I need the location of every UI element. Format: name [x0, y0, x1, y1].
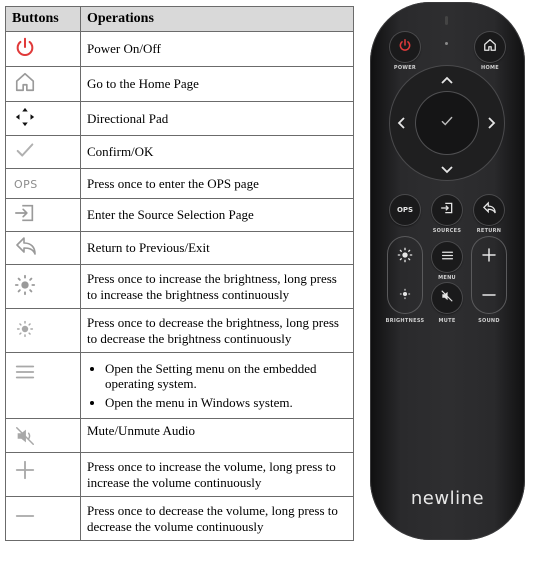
- menu-icon: [14, 363, 36, 385]
- plus-icon: [481, 247, 497, 268]
- remote-dpad: [390, 66, 504, 180]
- source-input-icon: [14, 202, 36, 228]
- table-row: [6, 265, 354, 309]
- header-buttons: Buttons: [6, 7, 81, 32]
- home-label: HOME: [480, 65, 500, 71]
- minus-icon: [481, 287, 497, 308]
- directional-pad-icon: [14, 106, 36, 132]
- home-icon: [14, 71, 36, 97]
- table-row: [6, 419, 354, 453]
- return-icon: [482, 201, 497, 220]
- brightness-down-icon: [398, 287, 412, 306]
- operation-text: Directional Pad: [81, 102, 354, 136]
- table-row: [6, 453, 354, 497]
- operation-text: Go to the Home Page: [81, 67, 354, 102]
- brightness-up-icon: [14, 274, 36, 300]
- operation-text: Mute/Unmute Audio: [81, 419, 354, 453]
- remote-mute-button: [432, 283, 462, 313]
- menu-operation-list: [87, 359, 347, 412]
- ir-window: [445, 16, 448, 25]
- operation-text: Power On/Off: [81, 32, 354, 67]
- check-icon: [440, 114, 454, 133]
- table-row: [6, 353, 354, 419]
- operation-text: Press once to enter the OPS page: [81, 169, 354, 199]
- mute-label: MUTE: [438, 318, 456, 324]
- return-label: RETURN: [476, 228, 502, 234]
- operation-text: Press once to increase the volume, long press to increase the volume continuously: [81, 453, 354, 497]
- remote-menu-button: [432, 242, 462, 272]
- header-operations: Operations: [81, 7, 354, 32]
- table-row: [6, 309, 354, 353]
- sources-label: SOURCES: [432, 228, 462, 234]
- source-input-icon: [440, 201, 454, 220]
- sound-label: SOUND: [478, 318, 500, 324]
- table-row: [6, 232, 354, 265]
- menu-icon: [441, 248, 454, 266]
- ok-button: [416, 92, 478, 154]
- home-icon: [483, 38, 497, 57]
- remote-power-button: [390, 32, 420, 62]
- remote-control-image: [370, 2, 525, 540]
- indicator-led: [445, 42, 448, 45]
- operation-text: Press once to increase the brightness, long press to increase the brightness continuously: [81, 265, 354, 309]
- table-header-row: [6, 7, 354, 32]
- table-row: [6, 102, 354, 136]
- power-icon: [398, 38, 412, 57]
- chevron-left-icon: [396, 116, 406, 135]
- operation-text: Confirm/OK: [81, 136, 354, 169]
- table-row: [6, 169, 354, 199]
- operation-text: Press once to decrease the volume, long press to decrease the volume continuously: [81, 497, 354, 541]
- table-row: [6, 199, 354, 232]
- buttons-operations-table: [5, 6, 354, 541]
- chevron-right-icon: [487, 116, 497, 135]
- list-item: • Open the menu in Windows system.: [105, 393, 347, 412]
- remote-return-button: [474, 195, 504, 225]
- remote-source-button: [432, 195, 462, 225]
- operation-text: Press once to decrease the brightness, long press to decrease the brightness continuously: [81, 309, 354, 353]
- brand-logo: newline: [410, 488, 485, 509]
- brightness-label: BRIGHTNESS: [385, 318, 425, 324]
- mute-icon: [440, 289, 454, 308]
- table-row: [6, 32, 354, 67]
- ops-icon: OPS: [14, 178, 38, 192]
- plus-icon: [14, 459, 36, 485]
- brightness-down-icon: [14, 318, 36, 344]
- menu-label: MENU: [438, 275, 456, 281]
- return-icon: [14, 235, 38, 261]
- brightness-rocker: [388, 237, 422, 313]
- table-row: [6, 67, 354, 102]
- mute-icon: [14, 425, 36, 451]
- ops-label: OPS: [396, 206, 414, 214]
- brightness-up-icon: [397, 247, 413, 268]
- operation-text: Return to Previous/Exit: [81, 232, 354, 265]
- remote-ops-button: [390, 195, 420, 225]
- chevron-up-icon: [440, 72, 454, 90]
- remote-home-button: [475, 32, 505, 62]
- power-icon: [14, 36, 36, 62]
- table-row: [6, 136, 354, 169]
- check-icon: [14, 139, 36, 165]
- list-item: • Open the Setting menu on the embedded operating system.: [105, 359, 347, 393]
- volume-rocker: [472, 237, 506, 313]
- chevron-down-icon: [440, 162, 454, 180]
- operation-text: Enter the Source Selection Page: [81, 199, 354, 232]
- power-label: POWER: [393, 65, 417, 71]
- minus-icon: [14, 505, 36, 531]
- table-row: [6, 497, 354, 541]
